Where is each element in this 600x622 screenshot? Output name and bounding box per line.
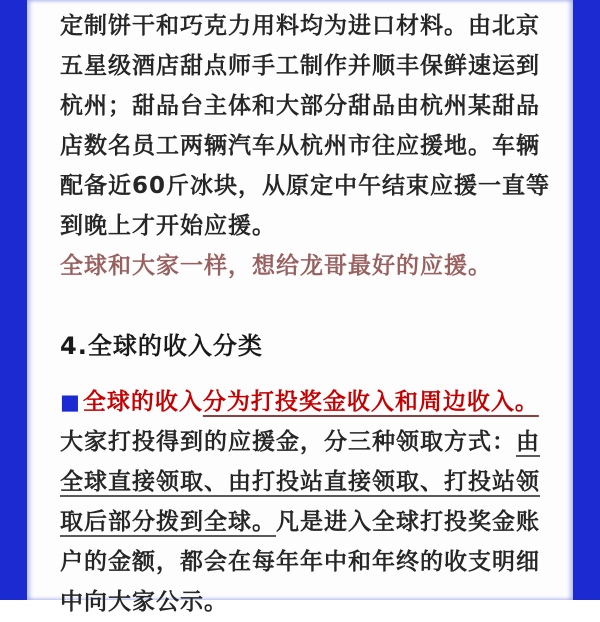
body-text-underlined: 取后部分拨到全球。 (60, 509, 276, 535)
paragraph1-line: 到晚上才开始应援。 (60, 213, 276, 239)
key-point-line (60, 382, 540, 422)
document-body (27, 0, 573, 615)
key-point-plain: 全球的收入 (82, 389, 203, 415)
body-text: 凡是进入全球打投奖金账 (276, 509, 540, 535)
body-text-underlined: 全球直接领取、由打投站直接领取、打投站领 (60, 469, 540, 495)
paragraph1-line: 定制饼干和巧克力用料均为进口材料。由北京 (60, 13, 540, 39)
body-text-underlined: 由 (516, 429, 540, 455)
right-blue-frame (573, 0, 600, 600)
body-line: 户的金额，都会在每年年中和年终的收支明细 (60, 549, 540, 575)
body-line (60, 462, 540, 502)
left-blue-frame (0, 0, 27, 600)
body-line (60, 422, 540, 462)
body-line (60, 502, 540, 542)
paragraph1-line: 配备近60斤冰块，从原定中午结束应援一直等 (60, 173, 551, 199)
paragraph1-line: 杭州；甜品台主体和大部分甜品由杭州某甜品 (60, 93, 540, 119)
paragraph1-line: 店数名员工两辆汽车从杭州市往应援地。车辆 (60, 133, 540, 159)
body-text: 大家打投得到的应援金，分三种领取方式： (60, 429, 516, 455)
closing-remark-line: 全球和大家一样，想给龙哥最好的应援。 (60, 253, 492, 279)
paragraph1-line: 五星级酒店甜点师手工制作并顺丰保鲜速运到 (60, 53, 540, 79)
section-heading: 4.全球的收入分类 (60, 332, 263, 360)
body-line: 中向大家公示。 (60, 589, 228, 615)
square-bullet-icon: ■ (60, 390, 81, 414)
key-point-underlined: 分为打投奖金收入和周边收入。 (202, 389, 539, 415)
